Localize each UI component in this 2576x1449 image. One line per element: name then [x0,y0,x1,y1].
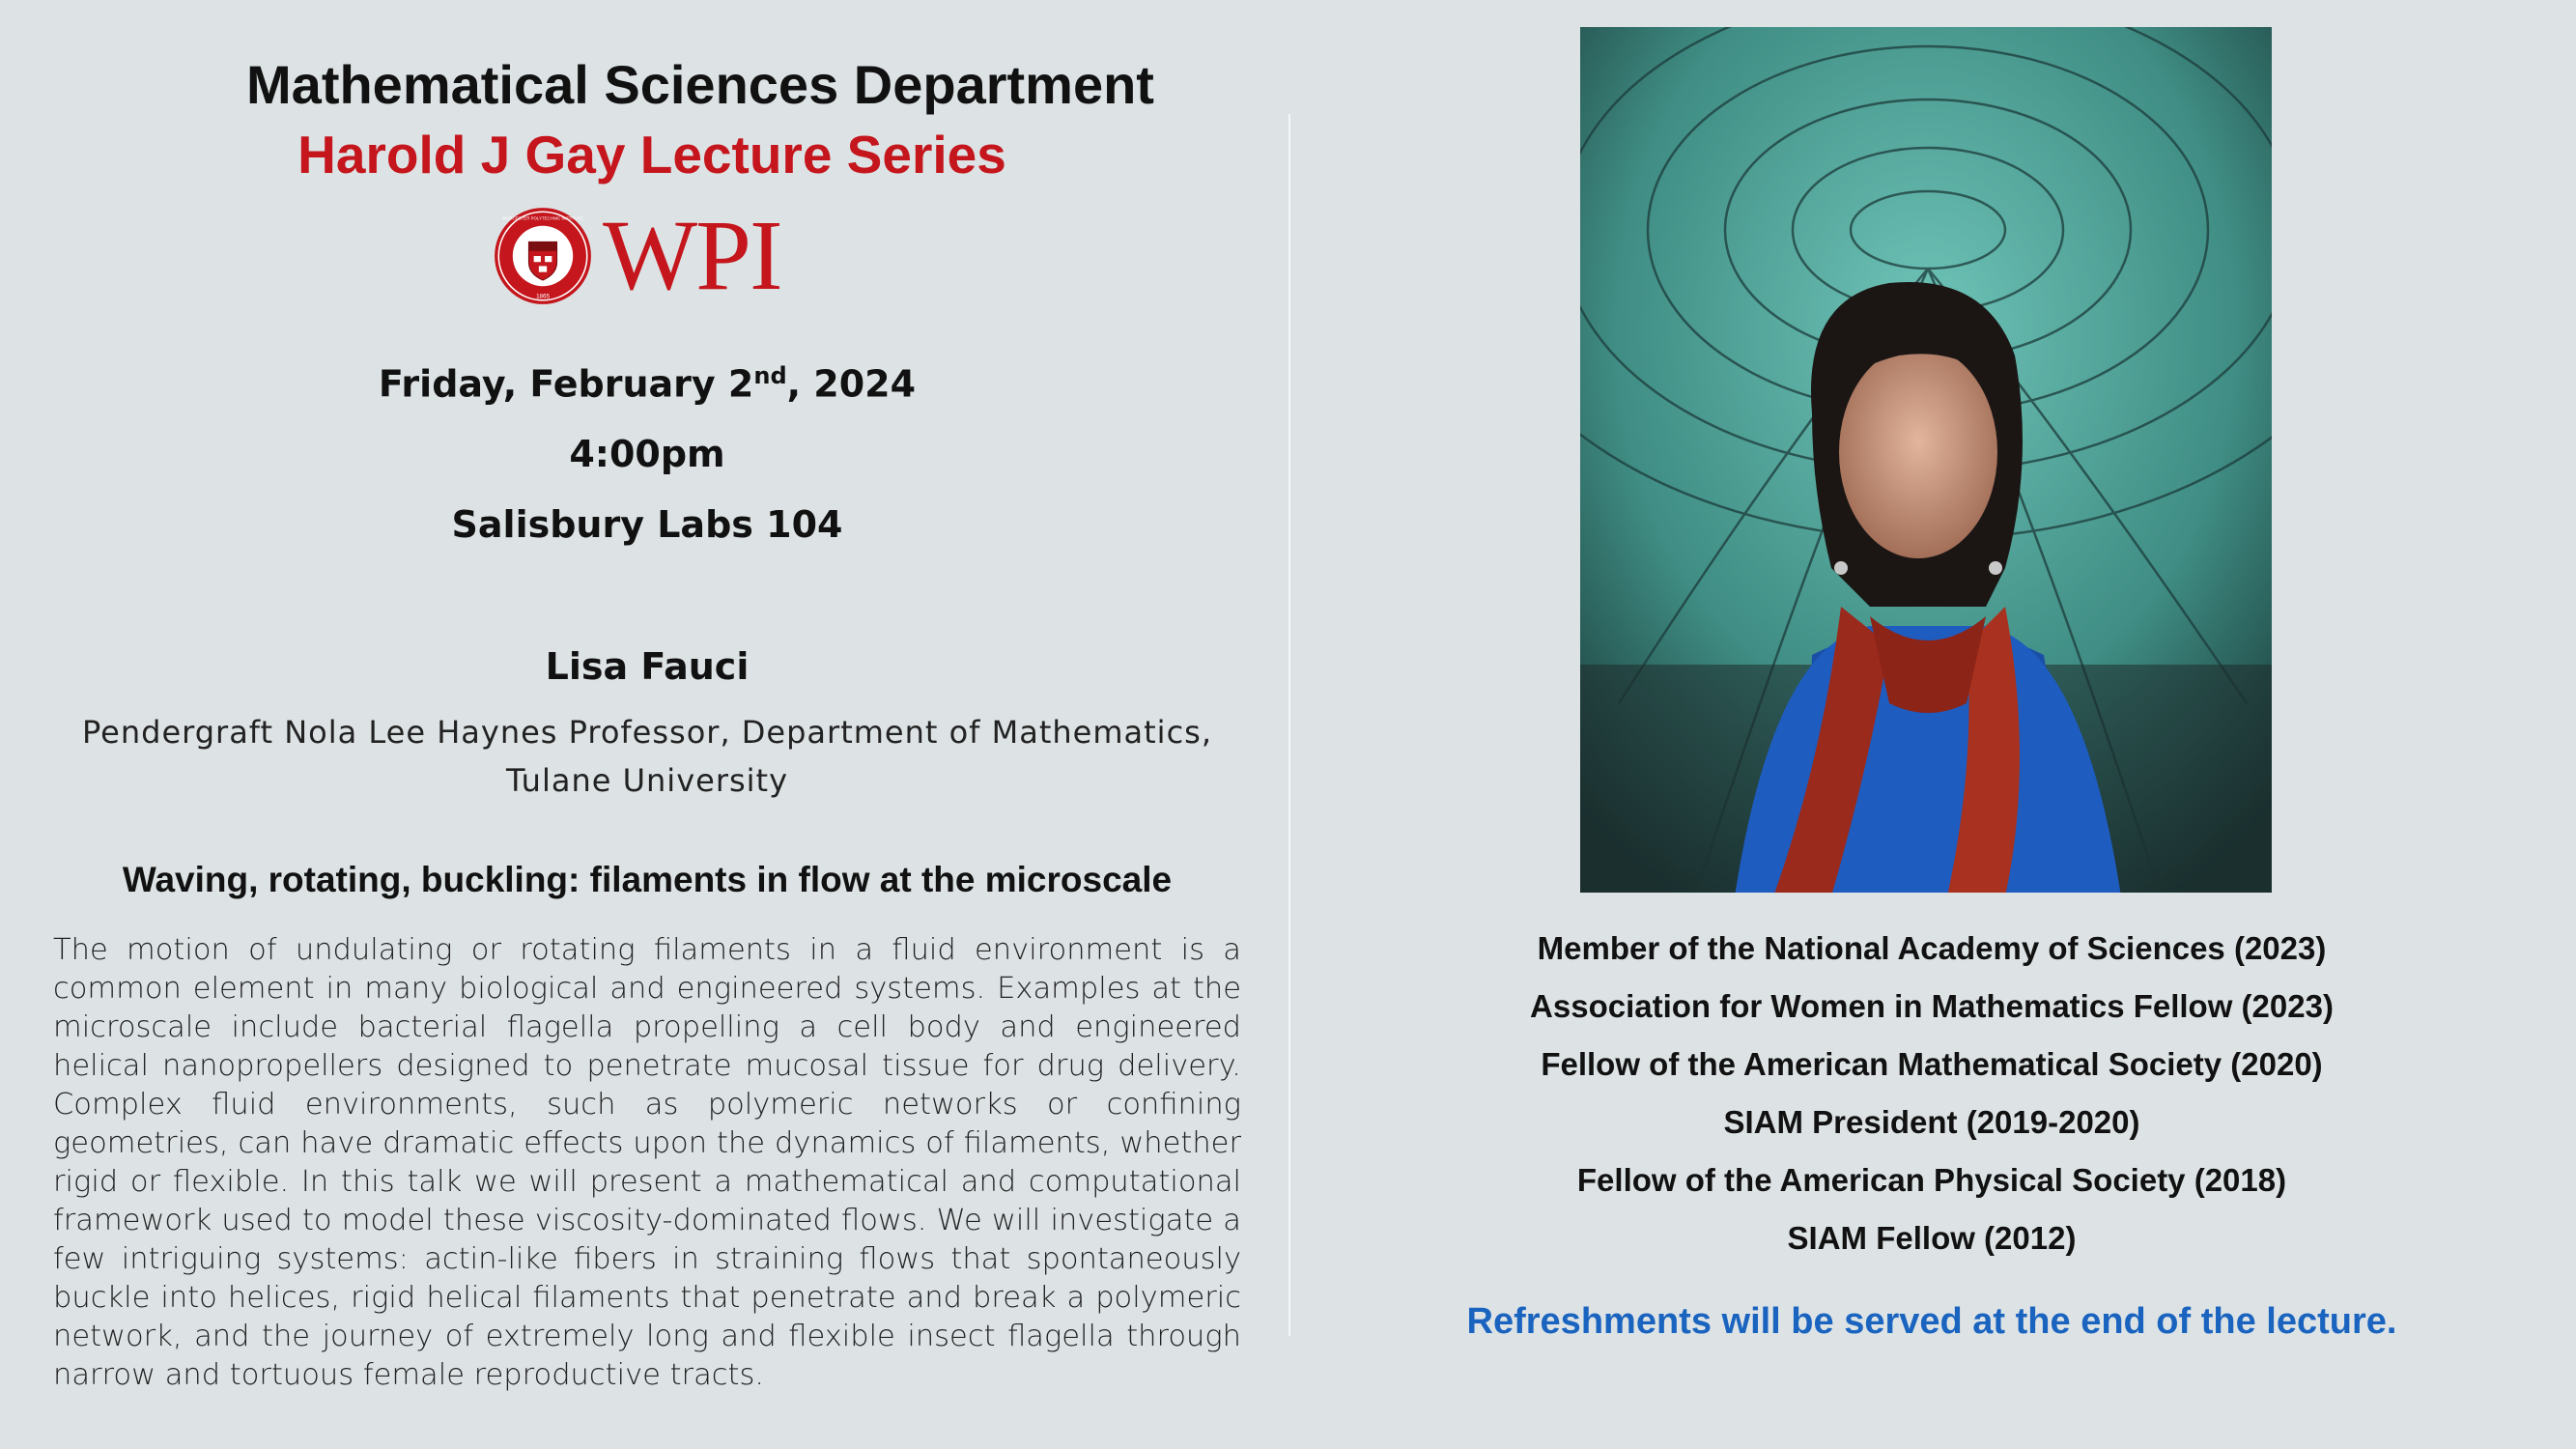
talk-abstract: The motion of undulating or rotating filaments in a fluid environment is a common element in many biological and engineered systems. Examples at the microscale include bacterial flagella propelling a cell body and engineered helical nanopropellers designed to penetrate mucosal tissue for drug delivery. Complex fluid environments, such as polymeric networks or confining geometries, can have dramatic effects upon the dynamics of filaments, whether rigid or flexible. In this talk we will present a mathematical and computational framework used to model these viscosity-dominated flows. We will investigate a few intriguing systems: actin-like fibers in straining flows that spontaneously buckle into helices, rigid helical filaments that penetrate and break a polymeric network, and the journey of extremely long and flexible insect flagella through narrow and tortuous female reproductive tracts. [53,933,1241,1392]
honors-list [1391,925,2473,1273]
wpi-wordmark: WPI [603,200,781,311]
refreshments-note: Refreshments will be served at the end of the lecture. [1466,1301,2397,1342]
department-title: Mathematical Sciences Department [246,54,1154,115]
honor-item: SIAM President (2019-2020) [1723,1104,2140,1140]
wpi-seal-icon [493,206,593,306]
speaker-photo [1580,27,2272,893]
speaker-portrait-image [1580,27,2272,893]
honor-item: Fellow of the American Physical Society (2018) [1576,1162,2287,1198]
speaker-name: Lisa Fauci [545,645,750,688]
event-time: 4:00pm [569,433,725,475]
column-divider [1288,114,1290,1336]
honor-item: SIAM Fellow (2012) [1787,1220,2077,1256]
wpi-logo [493,200,781,311]
honor-item: Fellow of the American Mathematical Society (2020) [1541,1046,2323,1082]
left-column [53,0,1241,1449]
event-location: Salisbury Labs 104 [451,503,843,546]
honor-item: Association for Women in Mathematics Fellow (2023) [1530,988,2334,1024]
speaker-affiliation: Pendergraft Nola Lee Haynes Professor, Department of Mathematics, Tulane University [82,714,1212,799]
seal-year: 1865 [536,293,550,300]
event-date: Friday, February 2nd, 2024 [378,362,917,406]
talk-title: Waving, rotating, buckling: filaments in flow at the microscale [122,860,1173,899]
seal-text: WORCESTER POLYTECHNIC INSTITUTE [502,215,583,221]
honor-item: Member of the National Academy of Sciences (2023) [1537,930,2327,966]
lecture-series-title: Harold J Gay Lecture Series [297,125,1006,185]
